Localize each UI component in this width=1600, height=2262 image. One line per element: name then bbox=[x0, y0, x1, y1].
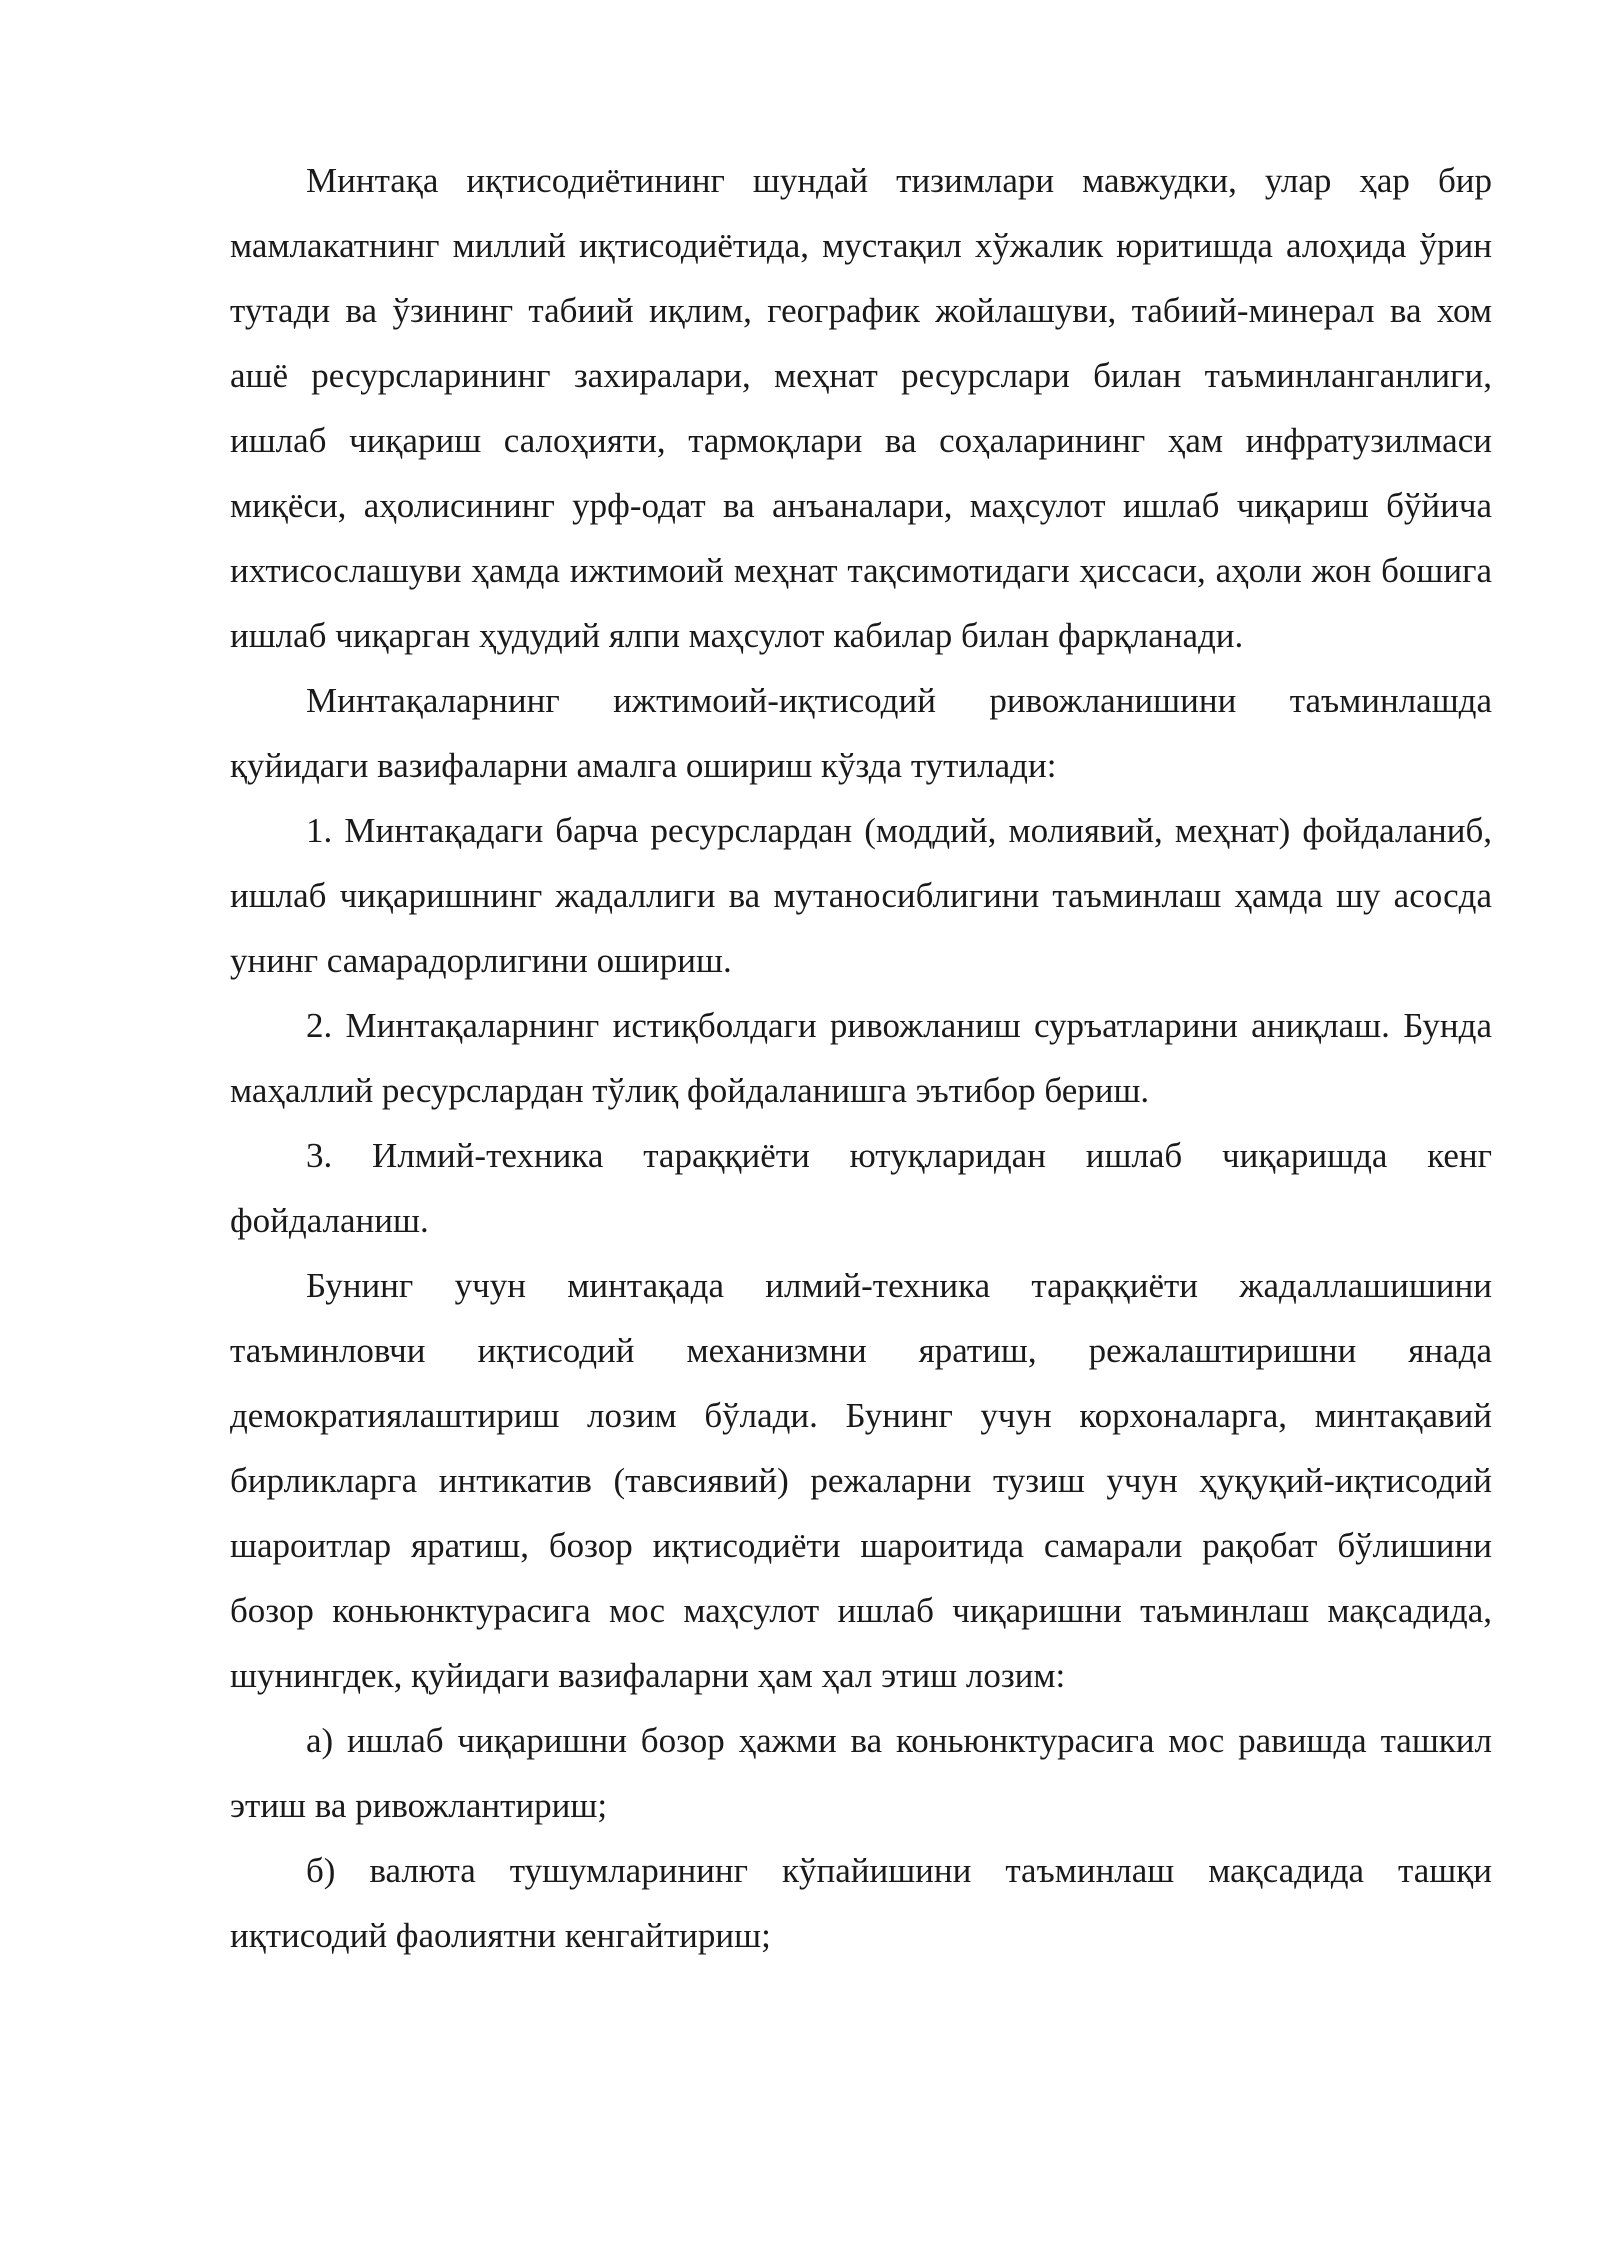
document-page bbox=[230, 148, 1492, 1968]
list-item-2-growth-rates: 2. Минтақаларнинг истиқболдаги ривожланиш суръатларини аниқлаш. Бунда маҳаллий ресурслардан тўлиқ фойдаланишга эътибор бериш. bbox=[230, 1006, 1492, 1110]
paragraph-economic-mechanism: Бунинг учун минтақада илмий-техника тараққиёти жадаллашишини таъминловчи иқтисодий механизмни яратиш, режалаштиришни янада демократиялаштириш лозим бўлади. Бунинг учун корхоналарга, минтақавий бирликларга интикатив (тавсиявий) режаларни тузиш учун ҳуқуқий-иқтисодий шароитлар яратиш, бозор иқтисодиёти шароитида самарали рақобат бўлишини бозор коньюнктурасига мос маҳсулот ишлаб чиқаришни таъминлаш мақсадида, шунингдек, қуйидаги вазифаларни ҳам ҳал этиш лозим: bbox=[230, 1266, 1492, 1695]
paragraph-region-economy-systems: Минтақа иқтисодиётининг шундай тизимлари мавжудки, улар ҳар бир мамлакатнинг миллий иқтисодиётида, мустақил хўжалик юритишда алоҳида ўрин тутади ва ўзининг табиий иқлим, географик жойлашуви, табиий-минерал ва хом ашё ресурсларининг захиралари, меҳнат ресурслари билан таъминланганлиги, ишлаб чиқариш салоҳияти, тармоқлари ва соҳаларининг ҳам инфратузилмаси миқёси, аҳолисининг урф-одат ва анъаналари, маҳсулот ишлаб чиқариш бўйича ихтисослашуви ҳамда ижтимоий меҳнат тақсимотидаги ҳиссаси, аҳоли жон бошига ишлаб чиқарган ҳудудий ялпи маҳсулот кабилар билан фарқланади. bbox=[230, 161, 1492, 655]
list-item-1-resources: 1. Минтақадаги барча ресурслардан (моддий, молиявий, меҳнат) фойдаланиб, ишлаб чиқаришнинг жадаллиги ва мутаносиблигини таъминлаш ҳамда шу асосда унинг самарадорлигини ошириш. bbox=[230, 811, 1492, 980]
list-item-3-science-tech: 3. Илмий-техника тараққиёти ютуқларидан ишлаб чиқаришда кенг фойдаланиш. bbox=[230, 1136, 1492, 1240]
list-item-b-foreign-activity: б) валюта тушумларининг кўпайишини таъминлаш мақсадида ташқи иқтисодий фаолиятни кенгайтириш; bbox=[230, 1851, 1492, 1955]
list-item-a-production: а) ишлаб чиқаришни бозор ҳажми ва коньюнктурасига мос равишда ташкил этиш ва ривожлантириш; bbox=[230, 1721, 1492, 1825]
paragraph-development-tasks-intro: Минтақаларнинг ижтимоий-иқтисодий ривожланишини таъминлашда қуйидаги вазифаларни амалга ошириш кўзда тутилади: bbox=[230, 681, 1492, 785]
